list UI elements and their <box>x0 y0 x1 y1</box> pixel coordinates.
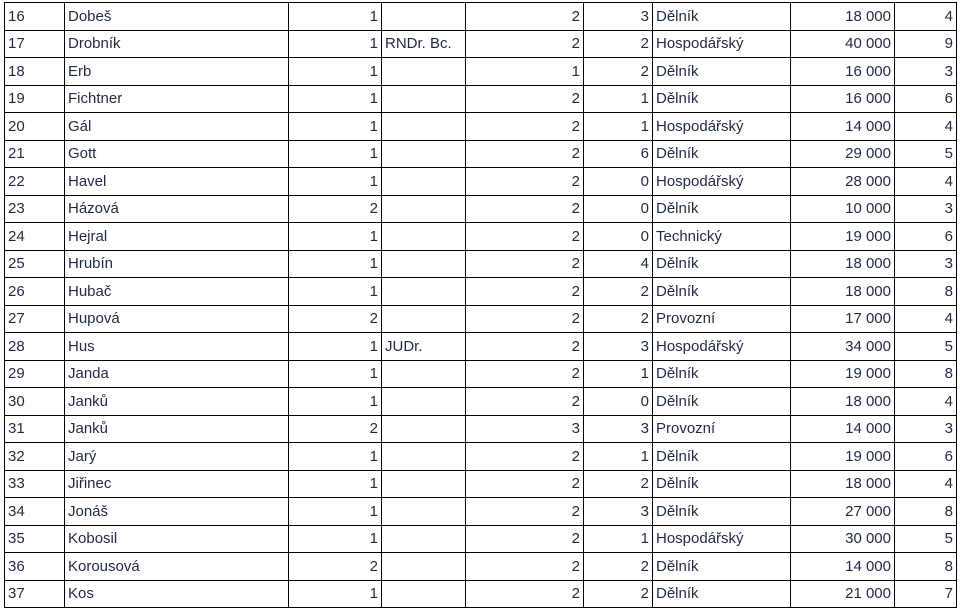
salary-cell: 18 000 <box>791 278 895 306</box>
position-cell: Dělník <box>653 250 791 278</box>
row-number-cell: 17 <box>5 30 65 58</box>
surname-cell: Kos <box>65 580 289 608</box>
education-cell: 2 <box>466 3 584 31</box>
position-cell: Dělník <box>653 85 791 113</box>
count-cell: 1 <box>584 113 653 141</box>
rating-cell: 8 <box>895 498 957 526</box>
position-cell: Dělník <box>653 498 791 526</box>
count-cell: 3 <box>584 333 653 361</box>
salary-cell: 19 000 <box>791 443 895 471</box>
table-row <box>5 58 957 86</box>
education-cell: 2 <box>466 223 584 251</box>
row-number-cell: 30 <box>5 388 65 416</box>
table-row <box>5 3 957 31</box>
gender-cell: 1 <box>289 525 382 553</box>
table-row <box>5 553 957 581</box>
table-row <box>5 278 957 306</box>
rating-cell: 8 <box>895 278 957 306</box>
surname-cell: Gál <box>65 113 289 141</box>
count-cell: 3 <box>584 3 653 31</box>
education-cell: 1 <box>466 58 584 86</box>
education-cell: 2 <box>466 443 584 471</box>
academic-title-cell <box>382 250 466 278</box>
academic-title-cell: JUDr. <box>382 333 466 361</box>
count-cell: 2 <box>584 553 653 581</box>
count-cell: 6 <box>584 140 653 168</box>
rating-cell: 6 <box>895 85 957 113</box>
position-cell: Dělník <box>653 470 791 498</box>
row-number-cell: 26 <box>5 278 65 306</box>
education-cell: 2 <box>466 195 584 223</box>
academic-title-cell <box>382 168 466 196</box>
rating-cell: 5 <box>895 333 957 361</box>
count-cell: 1 <box>584 360 653 388</box>
rating-cell: 6 <box>895 223 957 251</box>
position-cell: Hospodářský <box>653 525 791 553</box>
rating-cell: 4 <box>895 3 957 31</box>
row-number-cell: 33 <box>5 470 65 498</box>
rating-cell: 6 <box>895 443 957 471</box>
salary-cell: 21 000 <box>791 580 895 608</box>
row-number-cell: 21 <box>5 140 65 168</box>
row-number-cell: 23 <box>5 195 65 223</box>
rating-cell: 4 <box>895 168 957 196</box>
education-cell: 2 <box>466 85 584 113</box>
salary-cell: 16 000 <box>791 58 895 86</box>
gender-cell: 1 <box>289 113 382 141</box>
salary-cell: 14 000 <box>791 553 895 581</box>
table-row <box>5 498 957 526</box>
row-number-cell: 37 <box>5 580 65 608</box>
surname-cell: Drobník <box>65 30 289 58</box>
gender-cell: 1 <box>289 3 382 31</box>
table-row <box>5 360 957 388</box>
count-cell: 2 <box>584 580 653 608</box>
education-cell: 2 <box>466 278 584 306</box>
academic-title-cell <box>382 580 466 608</box>
table-row <box>5 140 957 168</box>
academic-title-cell: RNDr. Bc. <box>382 30 466 58</box>
education-cell: 2 <box>466 525 584 553</box>
gender-cell: 1 <box>289 498 382 526</box>
table-row <box>5 415 957 443</box>
gender-cell: 2 <box>289 553 382 581</box>
education-cell: 2 <box>466 498 584 526</box>
count-cell: 3 <box>584 498 653 526</box>
surname-cell: Gott <box>65 140 289 168</box>
gender-cell: 1 <box>289 580 382 608</box>
salary-cell: 18 000 <box>791 470 895 498</box>
position-cell: Technický <box>653 223 791 251</box>
rating-cell: 5 <box>895 140 957 168</box>
surname-cell: Kobosil <box>65 525 289 553</box>
surname-cell: Fichtner <box>65 85 289 113</box>
count-cell: 0 <box>584 388 653 416</box>
table-row <box>5 443 957 471</box>
table-row <box>5 470 957 498</box>
academic-title-cell <box>382 195 466 223</box>
table-row <box>5 223 957 251</box>
row-number-cell: 31 <box>5 415 65 443</box>
surname-cell: Hejral <box>65 223 289 251</box>
gender-cell: 1 <box>289 360 382 388</box>
academic-title-cell <box>382 113 466 141</box>
gender-cell: 1 <box>289 250 382 278</box>
salary-cell: 18 000 <box>791 388 895 416</box>
gender-cell: 1 <box>289 388 382 416</box>
rating-cell: 9 <box>895 30 957 58</box>
surname-cell: Korousová <box>65 553 289 581</box>
rating-cell: 8 <box>895 553 957 581</box>
gender-cell: 1 <box>289 85 382 113</box>
salary-cell: 16 000 <box>791 85 895 113</box>
position-cell: Dělník <box>653 553 791 581</box>
education-cell: 2 <box>466 580 584 608</box>
count-cell: 2 <box>584 305 653 333</box>
academic-title-cell <box>382 360 466 388</box>
count-cell: 2 <box>584 470 653 498</box>
gender-cell: 1 <box>289 278 382 306</box>
table-row <box>5 333 957 361</box>
salary-cell: 19 000 <box>791 223 895 251</box>
gender-cell: 1 <box>289 470 382 498</box>
salary-cell: 10 000 <box>791 195 895 223</box>
academic-title-cell <box>382 3 466 31</box>
row-number-cell: 19 <box>5 85 65 113</box>
surname-cell: Jarý <box>65 443 289 471</box>
position-cell: Dělník <box>653 3 791 31</box>
salary-cell: 28 000 <box>791 168 895 196</box>
gender-cell: 1 <box>289 333 382 361</box>
gender-cell: 1 <box>289 30 382 58</box>
academic-title-cell <box>382 223 466 251</box>
rating-cell: 3 <box>895 58 957 86</box>
position-cell: Dělník <box>653 58 791 86</box>
table-row <box>5 113 957 141</box>
salary-cell: 30 000 <box>791 525 895 553</box>
salary-cell: 18 000 <box>791 3 895 31</box>
academic-title-cell <box>382 498 466 526</box>
salary-cell: 34 000 <box>791 333 895 361</box>
table-body <box>5 3 957 608</box>
salary-cell: 19 000 <box>791 360 895 388</box>
position-cell: Dělník <box>653 580 791 608</box>
rating-cell: 3 <box>895 415 957 443</box>
gender-cell: 1 <box>289 58 382 86</box>
row-number-cell: 29 <box>5 360 65 388</box>
rating-cell: 5 <box>895 525 957 553</box>
education-cell: 2 <box>466 30 584 58</box>
rating-cell: 4 <box>895 388 957 416</box>
position-cell: Hospodářský <box>653 30 791 58</box>
rating-cell: 3 <box>895 250 957 278</box>
education-cell: 2 <box>466 470 584 498</box>
count-cell: 0 <box>584 168 653 196</box>
rating-cell: 3 <box>895 195 957 223</box>
salary-cell: 14 000 <box>791 113 895 141</box>
academic-title-cell <box>382 278 466 306</box>
count-cell: 0 <box>584 223 653 251</box>
surname-cell: Erb <box>65 58 289 86</box>
salary-cell: 17 000 <box>791 305 895 333</box>
position-cell: Provozní <box>653 305 791 333</box>
education-cell: 2 <box>466 250 584 278</box>
gender-cell: 2 <box>289 195 382 223</box>
table-row <box>5 388 957 416</box>
academic-title-cell <box>382 85 466 113</box>
position-cell: Hospodářský <box>653 333 791 361</box>
salary-cell: 14 000 <box>791 415 895 443</box>
table-row <box>5 30 957 58</box>
education-cell: 2 <box>466 333 584 361</box>
education-cell: 2 <box>466 388 584 416</box>
surname-cell: Janda <box>65 360 289 388</box>
academic-title-cell <box>382 388 466 416</box>
education-cell: 2 <box>466 305 584 333</box>
surname-cell: Jiřinec <box>65 470 289 498</box>
row-number-cell: 34 <box>5 498 65 526</box>
row-number-cell: 25 <box>5 250 65 278</box>
employee-table <box>4 2 957 608</box>
education-cell: 3 <box>466 415 584 443</box>
count-cell: 1 <box>584 443 653 471</box>
row-number-cell: 36 <box>5 553 65 581</box>
count-cell: 0 <box>584 195 653 223</box>
table-row <box>5 195 957 223</box>
row-number-cell: 28 <box>5 333 65 361</box>
rating-cell: 4 <box>895 113 957 141</box>
academic-title-cell <box>382 443 466 471</box>
row-number-cell: 27 <box>5 305 65 333</box>
position-cell: Hospodářský <box>653 168 791 196</box>
surname-cell: Jonáš <box>65 498 289 526</box>
count-cell: 2 <box>584 58 653 86</box>
education-cell: 2 <box>466 140 584 168</box>
row-number-cell: 32 <box>5 443 65 471</box>
gender-cell: 2 <box>289 305 382 333</box>
table-row <box>5 85 957 113</box>
academic-title-cell <box>382 553 466 581</box>
position-cell: Provozní <box>653 415 791 443</box>
rating-cell: 7 <box>895 580 957 608</box>
academic-title-cell <box>382 470 466 498</box>
surname-cell: Házová <box>65 195 289 223</box>
surname-cell: Hupová <box>65 305 289 333</box>
position-cell: Dělník <box>653 278 791 306</box>
surname-cell: Hrubín <box>65 250 289 278</box>
table-row <box>5 305 957 333</box>
position-cell: Dělník <box>653 195 791 223</box>
count-cell: 1 <box>584 85 653 113</box>
table-row <box>5 580 957 608</box>
row-number-cell: 18 <box>5 58 65 86</box>
academic-title-cell <box>382 58 466 86</box>
surname-cell: Havel <box>65 168 289 196</box>
count-cell: 2 <box>584 278 653 306</box>
academic-title-cell <box>382 305 466 333</box>
table-row <box>5 525 957 553</box>
rating-cell: 8 <box>895 360 957 388</box>
row-number-cell: 24 <box>5 223 65 251</box>
position-cell: Dělník <box>653 443 791 471</box>
gender-cell: 1 <box>289 223 382 251</box>
rating-cell: 4 <box>895 470 957 498</box>
academic-title-cell <box>382 525 466 553</box>
academic-title-cell <box>382 140 466 168</box>
surname-cell: Hubač <box>65 278 289 306</box>
count-cell: 4 <box>584 250 653 278</box>
position-cell: Dělník <box>653 140 791 168</box>
salary-cell: 29 000 <box>791 140 895 168</box>
salary-cell: 40 000 <box>791 30 895 58</box>
rating-cell: 4 <box>895 305 957 333</box>
surname-cell: Janků <box>65 415 289 443</box>
education-cell: 2 <box>466 360 584 388</box>
row-number-cell: 16 <box>5 3 65 31</box>
surname-cell: Janků <box>65 388 289 416</box>
education-cell: 2 <box>466 168 584 196</box>
row-number-cell: 35 <box>5 525 65 553</box>
row-number-cell: 20 <box>5 113 65 141</box>
surname-cell: Dobeš <box>65 3 289 31</box>
count-cell: 1 <box>584 525 653 553</box>
table-row <box>5 168 957 196</box>
count-cell: 2 <box>584 30 653 58</box>
salary-cell: 18 000 <box>791 250 895 278</box>
gender-cell: 1 <box>289 443 382 471</box>
salary-cell: 27 000 <box>791 498 895 526</box>
gender-cell: 1 <box>289 140 382 168</box>
education-cell: 2 <box>466 553 584 581</box>
table-row <box>5 250 957 278</box>
surname-cell: Hus <box>65 333 289 361</box>
education-cell: 2 <box>466 113 584 141</box>
position-cell: Hospodářský <box>653 113 791 141</box>
academic-title-cell <box>382 415 466 443</box>
gender-cell: 1 <box>289 168 382 196</box>
row-number-cell: 22 <box>5 168 65 196</box>
count-cell: 3 <box>584 415 653 443</box>
gender-cell: 2 <box>289 415 382 443</box>
position-cell: Dělník <box>653 388 791 416</box>
position-cell: Dělník <box>653 360 791 388</box>
